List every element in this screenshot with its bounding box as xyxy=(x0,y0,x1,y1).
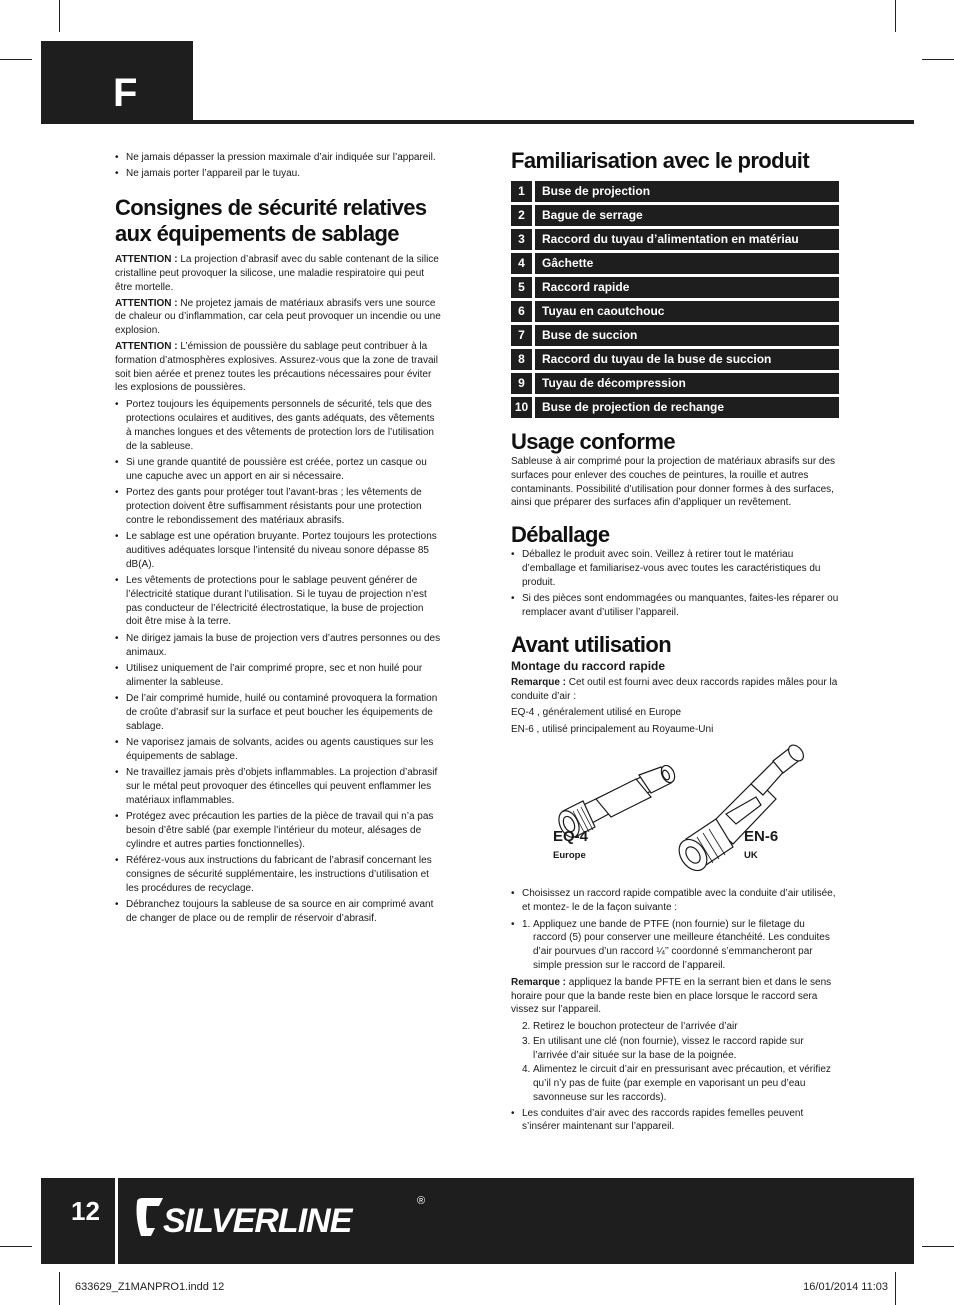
safety-bullet-list xyxy=(115,398,442,926)
print-footer-right: 16/01/2014 11:03 xyxy=(803,1281,888,1293)
crop-mark xyxy=(895,1272,896,1305)
safety-heading-line2: aux équipements de sablage xyxy=(115,221,399,247)
list-item: • Le sablage est une opération bruyante. Portez toujours les protections auditives adéquates lorsque l’intensité du niveau sonore dépasse 85 dB(A). xyxy=(115,530,442,571)
step-list xyxy=(511,918,839,973)
list-item: • Ne dirigez jamais la buse de projection vers d’autres personnes ou des animaux. xyxy=(115,632,442,660)
en6-connector-icon xyxy=(673,742,806,876)
part-row xyxy=(511,325,839,346)
attention-text: L’émission de poussière du sablage peut contribuer à la formation d’atmosphères explosives. Assurez-vous que la zone de travail soit bien aérée et prenez toutes les précautions nécessaires pour éviter les explosions de poussières. xyxy=(115,340,438,394)
eq4-line: EQ-4 , généralement utilisé en Europe xyxy=(511,707,682,719)
list-item: • Déballez le produit avec soin. Veillez à retirer tout le matériau d’emballage et familiarisez-vous avec toutes les caractéristiques du produit. xyxy=(511,548,839,589)
part-number: 1 xyxy=(511,181,532,202)
part-row xyxy=(511,373,839,394)
part-name: Bague de serrage xyxy=(535,205,839,226)
list-item: • Les vêtements de protections pour le sablage peuvent générer de l’électricité statique durant l’utilisation. Si le tuyau de projection n’est pas conducteur de l’électricité électrostatique, la buse de projection doit être mise à la terre. xyxy=(115,574,442,629)
list-item: • Protégez avec précaution les parties de la pièce de travail qui n’a pas besoin d’être sablé (par exemple l’intérieur du moteur, alésages de cylindre et autres parties fonctionnelles). xyxy=(115,810,442,851)
part-row xyxy=(511,229,839,250)
registered-mark: ® xyxy=(417,1195,426,1207)
attention-text: La projection d’abrasif avec du sable contenant de la silice cristalline peut provoquer la silicose, une maladie respiratoire qui peut être mortelle. xyxy=(115,254,439,293)
eq4-figure-sublabel: Europe xyxy=(553,849,586,861)
list-item: • De l’air comprimé humide, huilé ou contaminé provoquera la formation de croûte d’abrasif sur la surface et peut boucher les équipements de sablage. xyxy=(115,692,442,733)
avant-subtitle: Montage du raccord rapide xyxy=(511,658,666,673)
step-number: 3. xyxy=(522,1035,531,1047)
step-item xyxy=(511,1035,839,1063)
crop-mark xyxy=(59,0,60,32)
remark-paragraph xyxy=(511,676,839,704)
step-text: Retirez le bouchon protecteur de l’arrivée d’air xyxy=(533,1021,738,1033)
list-item: • Débranchez toujours la sableuse de sa source en air comprimé avant de changer de place ou de remplir de réservoir d’abrasif. xyxy=(115,898,442,926)
list-item xyxy=(511,887,839,973)
remark-label: Remarque : xyxy=(511,676,567,688)
step-number: 4. xyxy=(522,1064,531,1076)
right-column xyxy=(511,148,839,1137)
part-name: Tuyau en caoutchouc xyxy=(535,301,839,322)
final-bullet-list xyxy=(511,1107,839,1135)
step-item xyxy=(511,1063,839,1104)
part-number: 7 xyxy=(511,325,532,346)
left-column xyxy=(115,151,442,929)
step-list-continued xyxy=(511,1020,839,1104)
step-text: Appliquez une bande de PTFE (non fournie) sur le filetage du raccord (5) pour conserver une meilleure étanchéité. Les conduites d’air pourvues d’un raccord ¼’’ coordonné s’emmancheront par simple pression sur le raccord de l’appareil. xyxy=(533,918,830,971)
attention-label: ATTENTION : xyxy=(115,297,178,309)
section-tab xyxy=(41,41,193,123)
part-number: 5 xyxy=(511,277,532,298)
part-name: Gâchette xyxy=(535,253,839,274)
usage-text: Sableuse à air comprimé pour la projection de matériaux abrasifs sur des surfaces pour enlever des couches de peintures, la rouille et autres contaminants. Possibilité d’utilisation pour donner formes à des surfaces, ainsi que préparer des surfaces afin d’appliquer un revêtement. xyxy=(511,456,836,509)
avant-heading: Avant utilisation xyxy=(511,631,672,657)
familiarisation-heading: Familiarisation avec le produit xyxy=(511,148,810,173)
attention-label: ATTENTION : xyxy=(115,340,178,352)
remark-text: Cet outil est fourni avec deux raccords rapides mâles pour la conduite d’air : xyxy=(511,676,838,702)
part-row xyxy=(511,205,839,226)
silverline-logo-icon xyxy=(133,1188,433,1248)
usage-heading: Usage conforme xyxy=(511,429,675,454)
step-item xyxy=(511,1020,839,1034)
footer-bar xyxy=(41,1178,914,1264)
part-number: 2 xyxy=(511,205,532,226)
list-item: • Utilisez uniquement de l’air comprimé propre, sec et non huilé pour alimenter la sableuse. xyxy=(115,662,442,690)
part-number: 8 xyxy=(511,349,532,370)
part-number: 9 xyxy=(511,373,532,394)
attention-label: ATTENTION : xyxy=(115,254,178,266)
en6-figure-sublabel: UK xyxy=(744,849,758,861)
connector-figure xyxy=(511,739,839,879)
attention-text: Ne projetez jamais de matériaux abrasifs vers une source de chaleur ou d’inflammation, car cela peut provoquer un incendie ou une explosion. xyxy=(115,297,441,337)
safety-heading xyxy=(115,195,442,247)
en6-line: EN-6 , utilisé principalement au Royaume-Uni xyxy=(511,724,714,736)
part-row xyxy=(511,181,839,202)
safety-heading-line1: Consignes de sécurité relatives xyxy=(115,195,427,221)
list-item: • Référez-vous aux instructions du fabricant de l’abrasif concernant les consignes de sécurité supplémentaire, les instructions d’utilisation et les procédures de recyclage. xyxy=(115,854,442,895)
page-number: 12 xyxy=(71,1196,100,1226)
footer-separator xyxy=(115,1178,118,1264)
list-item: • Les conduites d’air avec des raccords rapides femelles peuvent s’insérer maintenant sur l’appareil. xyxy=(511,1107,839,1135)
part-row xyxy=(511,277,839,298)
part-name: Raccord du tuyau d’alimentation en matériau xyxy=(535,229,839,250)
silverline-logo xyxy=(133,1188,433,1253)
list-item: • Portez des gants pour protéger tout l’avant-bras ; les vêtements de protection doivent être suffisamment résistants pour une protection contre le rebondissement des matériaux abrasifs. xyxy=(115,486,442,527)
part-row xyxy=(511,349,839,370)
list-item: • Portez toujours les équipements personnels de sécurité, tels que des protections oculaires et auditives, des gants adéquats, des vêtements à manches longues et des vêtements de protection lors de l’utilisation de la sableuse. xyxy=(115,398,442,453)
step-text: Alimentez le circuit d’air en pressurisant avec précaution, et vérifiez qu’il n’y pas de fuite (par exemple en vaporisant un peu d’eau savonneuse sur les raccords). xyxy=(533,1064,831,1103)
step-number: • 1. xyxy=(522,918,531,930)
section-letter: F xyxy=(113,71,138,115)
part-number: 6 xyxy=(511,301,532,322)
step-number: 2. xyxy=(522,1021,531,1033)
deballage-list xyxy=(511,548,839,620)
part-name: Raccord rapide xyxy=(535,277,839,298)
list-item: • Ne jamais dépasser la pression maximale d’air indiquée sur l’appareil. xyxy=(115,151,442,165)
remark2-label: Remarque : xyxy=(511,976,567,988)
part-row xyxy=(511,253,839,274)
part-name: Buse de projection de rechange xyxy=(535,397,839,418)
part-row xyxy=(511,397,839,418)
remark2-text: appliquez la bande PFTE en la serrant bien et dans le sens horaire pour que la bande reste bien en place lorsque le raccord sera vissez sur l’appareil. xyxy=(511,976,832,1016)
attention-paragraph xyxy=(115,340,442,395)
header-rule xyxy=(41,120,914,124)
crop-mark xyxy=(59,1272,60,1305)
part-name: Tuyau de décompression xyxy=(535,373,839,394)
remark2-paragraph xyxy=(511,976,839,1017)
part-number: 4 xyxy=(511,253,532,274)
attention-paragraph xyxy=(115,297,442,338)
deballage-heading: Déballage xyxy=(511,522,610,548)
logo-wordmark: SILVERLINE xyxy=(163,1202,352,1240)
montage-bullet-text: Choisissez un raccord rapide compatible avec la conduite d’air utilisée, et montez- le de la façon suivante : xyxy=(522,887,836,913)
crop-mark xyxy=(922,1246,954,1247)
part-number: 10 xyxy=(511,397,532,418)
list-item: • Si une grande quantité de poussière est créée, portez un casque ou une capuche avec un apport en air si nécessaire. xyxy=(115,456,442,484)
crop-mark xyxy=(0,1246,32,1247)
list-item: • Ne travaillez jamais près d’objets inflammables. La projection d’abrasif sur le métal peut provoquer des étincelles qui peuvent enflammer les matériaux inflammables. xyxy=(115,766,442,807)
list-item: • Ne jamais porter l’appareil par le tuyau. xyxy=(115,167,442,181)
crop-mark xyxy=(922,59,954,60)
print-footer-left: 633629_Z1MANPRO1.indd 12 xyxy=(75,1281,225,1293)
list-item: • Si des pièces sont endommagées ou manquantes, faites-les réparer ou remplacer avant d’utiliser l’appareil. xyxy=(511,592,839,620)
part-name: Buse de succion xyxy=(535,325,839,346)
montage-list xyxy=(511,887,839,973)
attention-paragraph xyxy=(115,253,442,294)
crop-mark xyxy=(895,0,896,32)
part-number: 3 xyxy=(511,229,532,250)
part-row xyxy=(511,301,839,322)
step-text: En utilisant une clé (non fournie), vissez le raccord rapide sur l’arrivée d’air située sur la base de la poignée. xyxy=(533,1035,804,1061)
part-name: Raccord du tuyau de la buse de succion xyxy=(535,349,839,370)
intro-bullet-list xyxy=(115,151,442,181)
list-item: • Ne vaporisez jamais de solvants, acides ou agents caustiques sur les équipements de sablage. xyxy=(115,736,442,764)
step-item xyxy=(511,918,839,973)
en6-figure-label: EN-6 xyxy=(744,827,779,845)
part-name: Buse de projection xyxy=(535,181,839,202)
eq4-figure-label: EQ-4 xyxy=(553,827,589,845)
crop-mark xyxy=(0,59,32,60)
parts-list xyxy=(511,181,839,418)
